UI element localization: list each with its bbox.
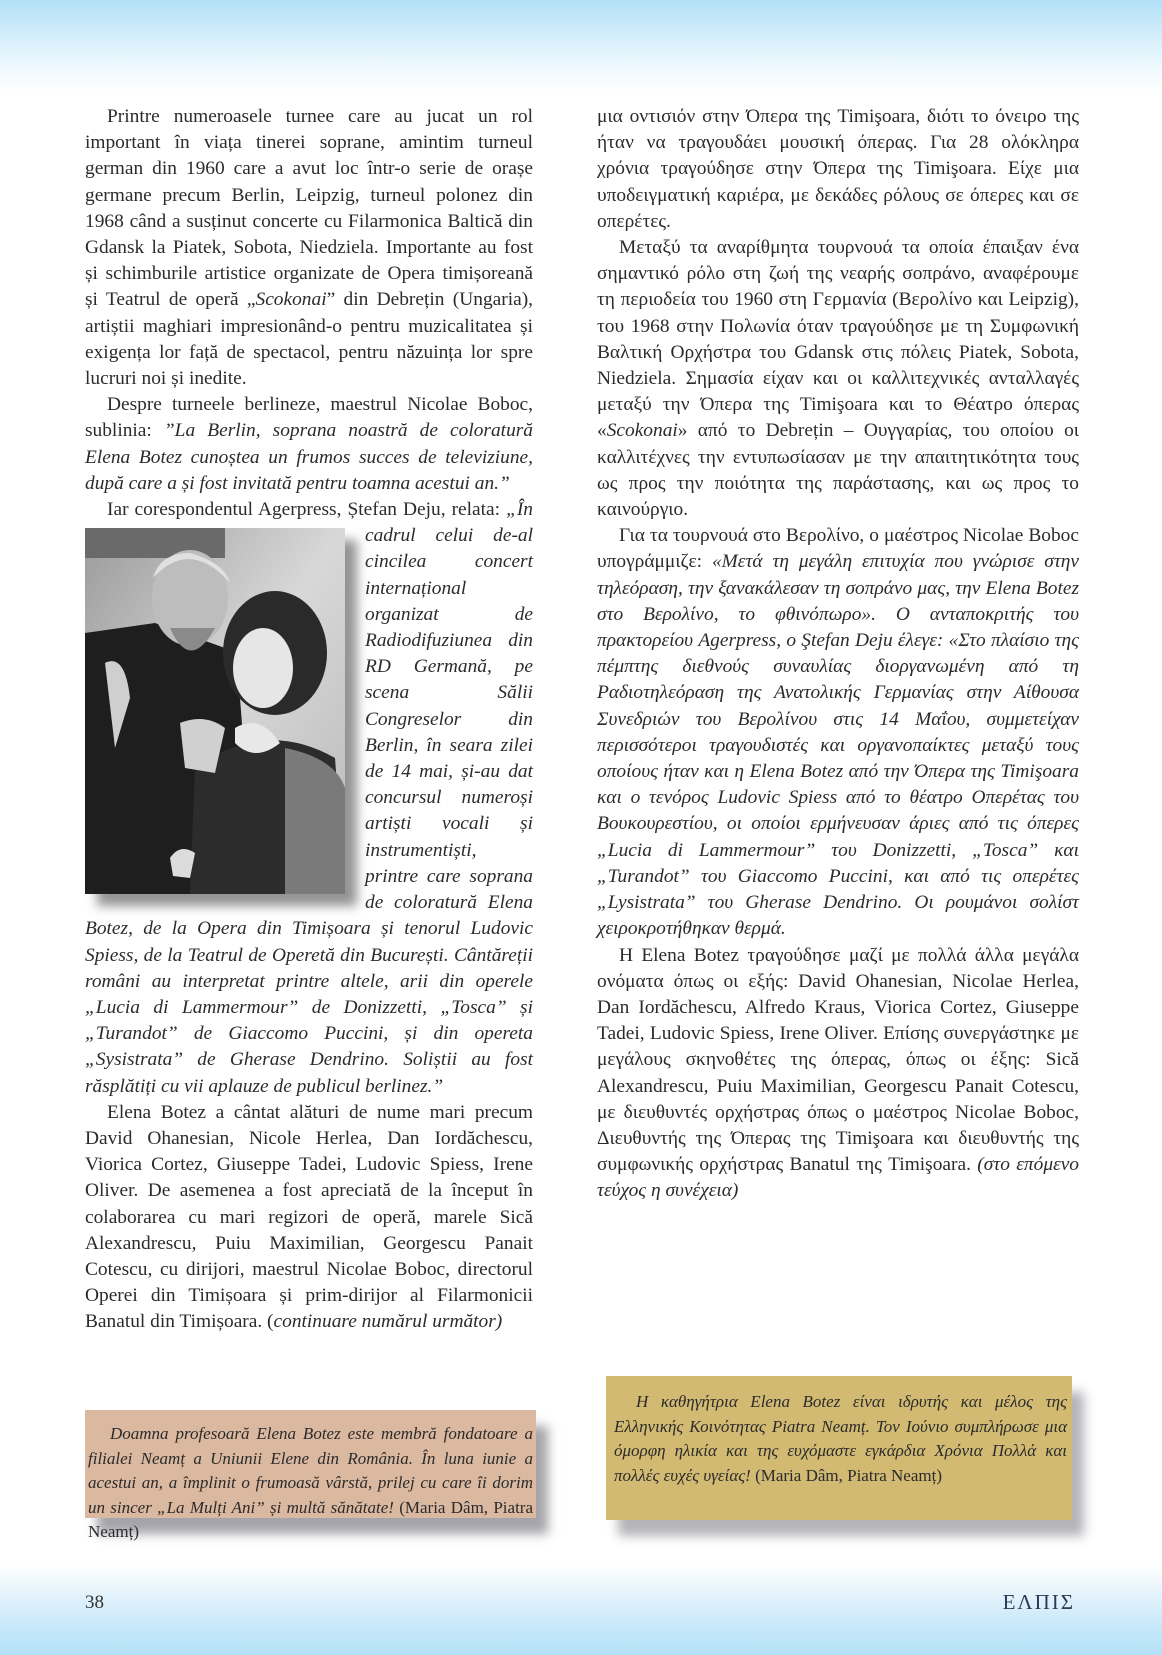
paragraph: [597, 943, 1079, 1205]
photo-elena-botez: [85, 528, 345, 894]
note-italic: Η καθηγήτρια Elena Botez είναι ιδρυτής και μέλος της Ελληνικής Κοινότητας Piatra Neamț. Τον Ιούνιο συμπλήρωσε μια όμορφη ηλικία και της ευχόμαστε εγκάρδια Χρόνια Πολλά και πολλές ευχές υγείας!: [614, 1392, 1067, 1485]
note-italic: Doamna profesoară Elena Botez este membră fondatoare a filialei Neamț a Uniunii Elene din România. În luna iunie a acestui an, a împlinit o frumoasă vârstă, prilej cu care îi dorim un sincer „La Mulți Ani” și multă sănătate!: [88, 1424, 533, 1517]
birthday-note-romanian: [85, 1410, 536, 1541]
text: Printre numeroasele turnee care au jucat un rol important în viața tinerei soprane, amintim turneul german din 1960 care a avut loc într-o serie de orașe germane precum Berlin, Leipzig, turneul polonez din 1968 când a susținut concerte cu Filarmonica Baltică din Gdansk la Piatek, Sobota, Niedziela. Importante au fost și schimburile artistice organizate de Opera timișoreană și Teatrul de operă „: [85, 106, 533, 311]
text: Despre turneele berlineze, maestrul Nicolae Boboc, sublinia:: [85, 394, 533, 442]
continuation-note: continuare numărul următor): [273, 1311, 503, 1333]
quote-italic: ”La Berlin, soprana noastră de coloratură Elena Botez cunoștea un frumos succes de televiziune, după care a și fost invitată pentru toamna acestui an.”: [85, 420, 533, 494]
photo-frame: [85, 528, 347, 896]
text: Η Elena Botez τραγούδησε μαζί με πολλά άλλα μεγάλα ονόματα όπως οι εξής: David Ohanesian, Nicolae Herlea, Dan Iordăchescu, Alfredo Kraus, Viorica Cortez, Giuseppe Tadei, Ludovic Spiess, Irene Oliver. Επίσης συνεργάστηκε με μεγάλους σκηνοθέτες της όπερας, όπως οι έξης: Sică Alexandrescu, Puiu Maximilian, Georgescu Panait Cotescu, με διευθυντές ορχήστρας όπως ο μαέστρος Nicolae Boboc, Διευθυντής της Όπερας της Timişoara και διευθυντής της συμφωνικής ορχήστρας Banatul της Timişoara.: [597, 944, 1079, 1176]
paragraph: [597, 104, 1079, 235]
note-text: [614, 1390, 1067, 1488]
paragraph: [85, 1100, 533, 1336]
article-column-greek: [597, 104, 1079, 1205]
paragraph: [597, 523, 1079, 942]
text: ” din Debrețin (Ungaria), artiștii maghiari impresionând-o pentru muzicalitatea și exigența lor față de spectacol, pentru năzuința lor spre lucruri noi și inedite.: [85, 289, 533, 390]
paragraph: [85, 497, 533, 1100]
article-column-romanian: [85, 104, 533, 1336]
text: Iar corespondentul Agerpress, Ștefan Deju, relata:: [107, 499, 507, 521]
quote-text: „În cadrul celui de-al cincilea concert internațional organizat de Radiodifuziunea din RD Germană, pe scena Sălii Congreselor din Berlin, în seara zilei de 14 mai, și-au dat concursul numeroși artiști vocali și instrumentiști, printre care soprana de coloratură Elena Botez, de la Opera din Timișoara și tenorul Ludovic Spiess, de la Teatrul de Operetă din București. Cântăreții români au interpretat printre altele, arii din operele „Lucia di Lammermour” de Donizzetti, „Tosca” și „Turandot” de Giaccomo Puccini, și din opereta „Sysistrata” de Gherase Dendrino. Soliștii au fost răsplătiți cu vii aplauze de publicul berlinez.”: [85, 499, 533, 1097]
footer-gradient-band: [0, 1565, 1162, 1655]
paragraph: [597, 235, 1079, 523]
photo-image-icon: [85, 528, 345, 894]
note-signature: (Maria Dâm, Piatra Neamț): [88, 1497, 533, 1541]
text: Μεταξύ τα αναρίθμητα τουρνουά τα οποία έπαιξαν ένα σημαντικό ρόλο στη ζωή της νεαρής σοπράνο, αναφέρουμε τη περιοδεία του 1960 στη Γερμανία (Βερολίνο και Leipzig), του 1968 στην Πολωνία όταν τραγούδησε με τη Συμφωνική Βαλτική Ορχήστρα του Gdansk στις πόλεις Piatek, Sobota, Niedziela. Σημασία είχαν και οι καλλιτεχνικές ανταλλαγές μεταξύ την Όπερα της Timişoara και το Θέατρο όπερας «: [597, 237, 1079, 442]
quote-italic: «Μετά τη μεγάλη επιτυχία που γνώρισε στην τηλεόραση, την ξανακάλεσαν τη σοπράνο μας, την Elena Botez στο Βερολίνο, το φθινόπωρο». Ο ανταποκριτής του πρακτορείου Agerpress, ο Ştefan Deju έλεγε: «Στο πλαίσιο της πέμπτης διεθνούς συναυλίας διοργανωμένη από τη Ραδιοτηλεόραση της Ανατολικής Γερμανίας στην Αίθουσα Συνεδριών του Βερολίνου στις 14 Μαΐου, συμμετείχαν περισσότεροι τραγουδιστές και οργανοπαίκτες μεταξύ τους οποίους ήταν και η Elena Botez από την Όπερα της Timişoara και ο τενόρος Ludovic Spiess από το θέατρο Οπερέτας του Βουκουρεστίου, οι οποίοι ερμήνευσαν άριες από τις όπερες „Lucia di Lammermour” του Donizzetti, „Tosca” και „Turandot” του Giaccomo Puccini, και από τις οπερέτες „Lysistrata” του Gherase Dendrino. Οι ρουμάνοι σολίστ χειροκροτήθηκαν θερμά.: [597, 551, 1080, 940]
birthday-note-greek: [606, 1376, 1072, 1520]
quote-italic: [85, 499, 533, 1096]
text-italic: Scokonai: [255, 289, 327, 311]
continuation-note: (στο επόμενο τεύχος η συνέχεια): [597, 1154, 1080, 1202]
page-number: 38: [85, 1592, 104, 1613]
note-signature: (Maria Dâm, Piatra Neamț): [750, 1465, 943, 1485]
note-text: [88, 1422, 533, 1545]
text: Για τα τουρνουά στο Βερολίνο, ο μαέστρος Nicolae Boboc υπογράμμιζε:: [597, 525, 1079, 573]
text: Elena Botez a cântat alături de nume mari precum David Ohanesian, Nicole Herlea, Dan Iordăchescu, Viorica Cortez, Giuseppe Tadei, Ludovic Spiess, Irene Oliver. De asemenea a fost apreciată de la început în colaborarea cu mari regizori de operă, marele Sică Alexandrescu, Puiu Maximilian, Georgescu Panait Cotescu, cu dirijori, maestrul Nicolae Boboc, directorul Operei din Timișoara și prim-dirijor al Filarmonicii Banatul din Timișoara. (: [85, 1101, 533, 1333]
paragraph: [85, 392, 533, 497]
text-italic: Scokonai: [606, 420, 678, 442]
text: μια οντισιόν στην Όπερα της Timişoara, διότι το όνειρο της ήταν να τραγουδάει μουσική όπερας. Για 28 ολόκληρα χρόνια τραγούδησε στην Όπερα της Timişoara. Είχε μια υποδειγματική καριέρα, με δεκάδες ρόλους σε όπερες και σε οπερέτες.: [597, 106, 1079, 232]
paragraph: [85, 104, 533, 392]
magazine-title: ΕΛΠΙΣ: [1002, 1590, 1075, 1614]
text: » από το Debrețin – Ουγγαρίας, του οποίου οι καλλιτέχνες την εντυπωσίασαν με την απαιτητικότητα τους ως προς την ποιότητα της παράστασης, και ως προς το καινούργιο.: [597, 420, 1079, 521]
header-gradient-band: [0, 0, 1162, 95]
